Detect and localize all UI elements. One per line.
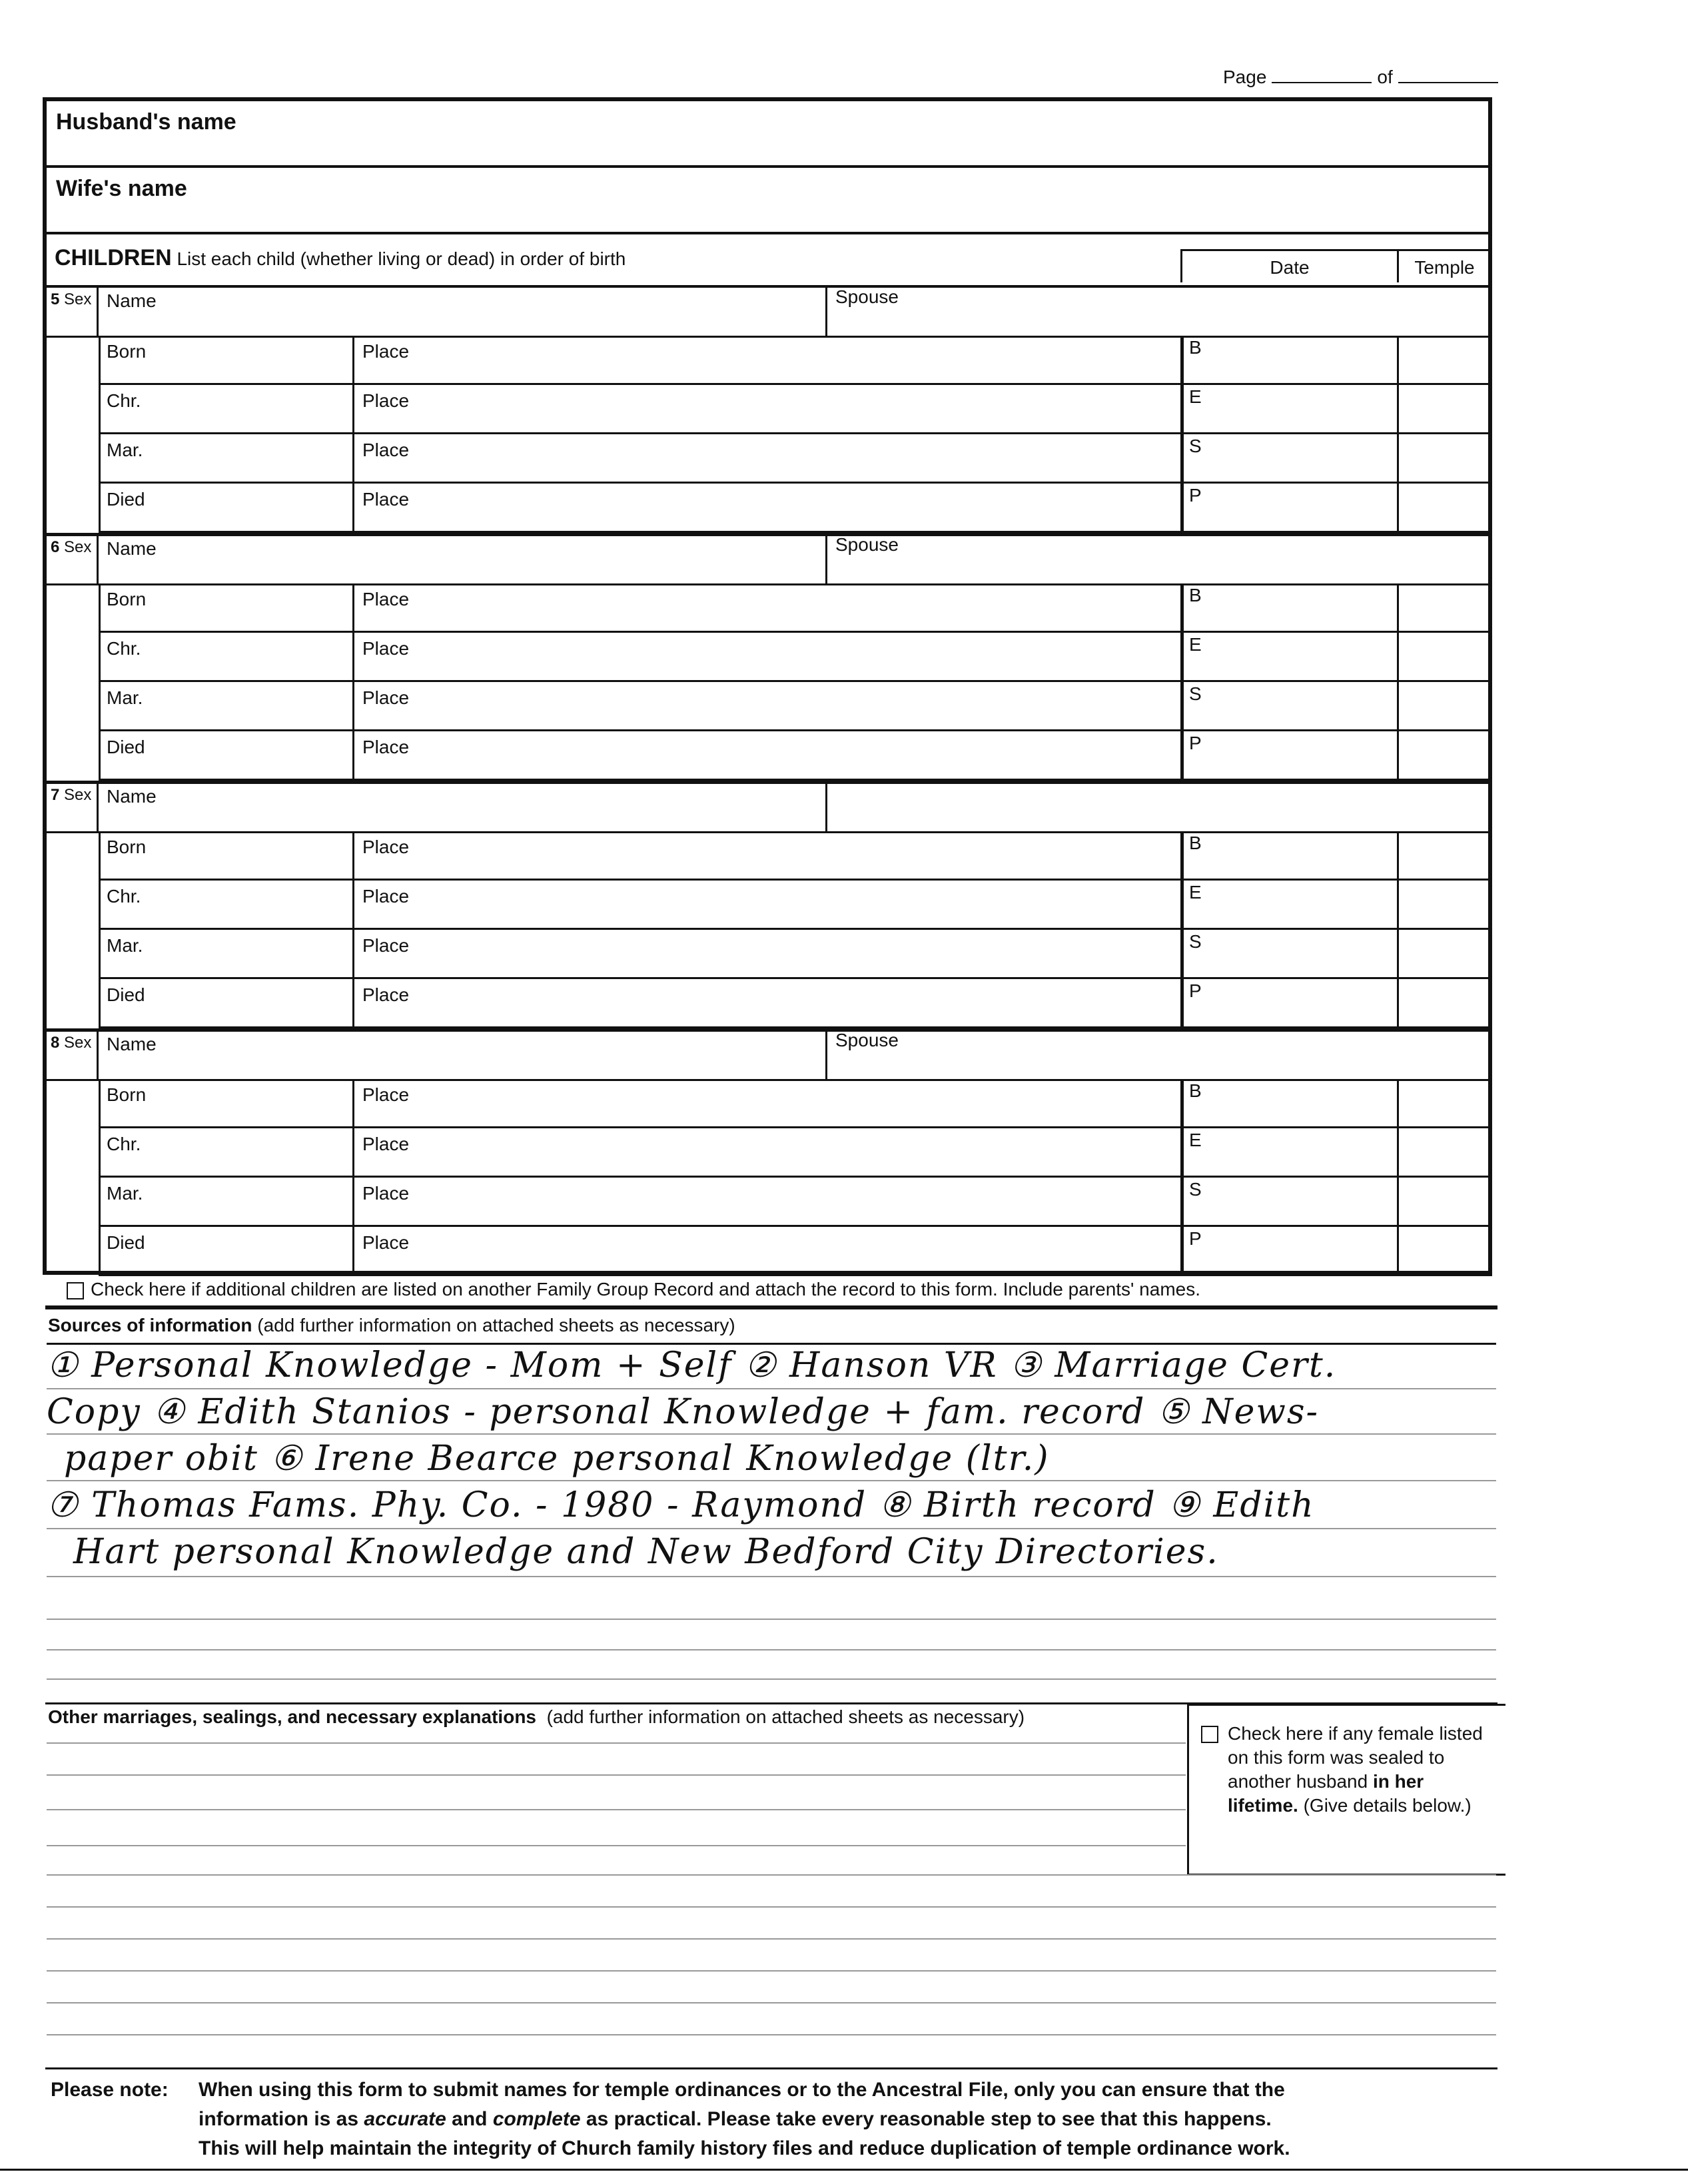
child-spouse-field[interactable] (827, 533, 1492, 583)
wife-name-label: Wife's name (56, 176, 187, 201)
event-label: Mar. (107, 935, 143, 956)
ordinance-label: P (1189, 485, 1202, 506)
source-line-4: ⑦ Thomas Fams. Phy. Co. - 1980 - Raymond ⑧ Birth record ⑨ Edith (47, 1485, 1315, 1525)
page-label: Page (1223, 67, 1267, 87)
child-place-field[interactable] (354, 1178, 1180, 1227)
ordinance-temple-field[interactable] (1399, 881, 1492, 930)
child-sex-cell[interactable] (47, 1028, 99, 1079)
ordinance-temple-field[interactable] (1399, 731, 1492, 781)
child-number-label: 7 Sex (51, 786, 92, 804)
child-place-field[interactable] (354, 633, 1180, 682)
child-spouse-label: Spouse (835, 534, 899, 555)
place-label: Place (362, 1084, 410, 1105)
child-place-field[interactable] (354, 1079, 1180, 1128)
note-line-3: This will help maintain the integrity of Church family history files and reduce duplication of temple ordinance work. (199, 2137, 1290, 2159)
ordinance-date-field[interactable] (1180, 1178, 1399, 1227)
event-label: Chr. (107, 1134, 141, 1154)
note-line-2a: information is as (199, 2108, 359, 2130)
child-name-label: Name (107, 538, 157, 559)
writing-line (47, 1938, 1496, 1940)
event-label: Died (107, 489, 145, 510)
sources-header (48, 1315, 735, 1336)
sources-subtitle: (add further information on attached sheets as necessary) (257, 1315, 735, 1335)
event-label: Died (107, 737, 145, 757)
ordinance-date-field[interactable] (1180, 633, 1399, 682)
please-note-lead: Please note: (51, 2079, 169, 2101)
sealed-check-box[interactable] (1187, 1704, 1505, 1876)
husband-name-label: Husband's name (56, 109, 236, 135)
note-line-2b: and (452, 2108, 488, 2130)
event-label: Born (107, 1084, 147, 1105)
ordinance-date-field[interactable] (1180, 831, 1399, 881)
child-event-field[interactable] (99, 484, 354, 533)
note-divider (45, 2067, 1497, 2069)
child-name-field[interactable] (99, 1028, 827, 1079)
sealed-text-2: on this form was sealed to (1228, 1747, 1445, 1768)
source-line-3: paper obit ⑥ Irene Bearce personal Knowledge (ltr.) (64, 1439, 1050, 1479)
child-number-label: 5 Sex (51, 290, 92, 308)
writing-line (47, 1576, 1496, 1577)
child-spouse-label: Spouse (835, 1030, 899, 1050)
child-event-field[interactable] (99, 930, 354, 979)
child-place-field[interactable] (354, 731, 1180, 781)
child-place-field[interactable] (354, 831, 1180, 881)
ordinance-temple-field[interactable] (1399, 633, 1492, 682)
child-block-8 (47, 1028, 1488, 1276)
child-spouse-field[interactable] (827, 781, 1492, 831)
ordinance-date-field[interactable] (1180, 930, 1399, 979)
place-label: Place (362, 1232, 410, 1253)
ordinance-label: E (1189, 1130, 1202, 1150)
additional-children-checkbox[interactable] (67, 1282, 84, 1299)
event-label: Born (107, 341, 147, 362)
note-accurate: accurate (364, 2108, 446, 2130)
note-line-2 (199, 2105, 1464, 2134)
writing-line (47, 1845, 1186, 1846)
child-place-field[interactable] (354, 336, 1180, 385)
ordinance-date-field[interactable] (1180, 881, 1399, 930)
event-label: Chr. (107, 638, 141, 659)
child-place-field[interactable] (354, 385, 1180, 434)
event-label: Died (107, 1232, 145, 1253)
sources-title: Sources of information (48, 1315, 252, 1335)
writing-line (47, 1742, 1186, 1744)
writing-line (47, 2002, 1496, 2003)
ordinance-label: E (1189, 882, 1202, 903)
writing-line (47, 1619, 1496, 1620)
children-subtitle: List each child (whether living or dead) in order of birth (177, 248, 626, 269)
sealed-checkbox[interactable] (1201, 1726, 1218, 1743)
ordinance-label: B (1189, 833, 1202, 853)
child-spouse-field[interactable] (827, 1028, 1492, 1079)
writing-line (47, 1433, 1496, 1435)
place-label: Place (362, 886, 410, 907)
sources-rule (47, 1343, 1496, 1345)
children-title-text: CHILDREN (55, 245, 172, 270)
ordinance-temple-field[interactable] (1399, 979, 1492, 1028)
children-header (47, 234, 1488, 285)
ordinance-label: B (1189, 1080, 1202, 1101)
sealed-text-1: Check here if any female listed (1228, 1723, 1483, 1744)
of-label: of (1377, 67, 1393, 87)
sealed-check[interactable] (1201, 1722, 1495, 1818)
other-subtitle: (add further information on attached sheets as necessary) (546, 1706, 1025, 1727)
please-note-body (199, 2075, 1464, 2163)
ordinance-label: E (1189, 634, 1202, 655)
place-label: Place (362, 737, 410, 757)
event-label: Born (107, 589, 147, 609)
source-line-1: ① Personal Knowledge - Mom + Self ② Hanson VR ③ Marriage Cert. (47, 1345, 1337, 1385)
ordinance-date-field[interactable] (1180, 434, 1399, 484)
child-event-field[interactable] (99, 881, 354, 930)
event-label: Mar. (107, 687, 143, 708)
writing-line (47, 2034, 1496, 2035)
child-place-field[interactable] (354, 979, 1180, 1028)
ordinance-temple-field[interactable] (1399, 583, 1492, 633)
sealed-text-bold-2: lifetime. (1228, 1795, 1298, 1816)
ordinance-date-field[interactable] (1180, 979, 1399, 1028)
child-event-field[interactable] (99, 1178, 354, 1227)
child-place-field[interactable] (354, 1128, 1180, 1178)
child-event-field[interactable] (99, 633, 354, 682)
place-label: Place (362, 390, 410, 411)
ordinance-temple-field[interactable] (1399, 1079, 1492, 1128)
child-name-label: Name (107, 290, 157, 311)
place-label: Place (362, 935, 410, 956)
ordinance-label: P (1189, 733, 1202, 753)
ordinance-label: P (1189, 1228, 1202, 1249)
note-complete: complete (492, 2108, 581, 2130)
place-label: Place (362, 341, 410, 362)
ordinance-temple-field[interactable] (1399, 1227, 1492, 1276)
ordinance-date-field[interactable] (1180, 731, 1399, 781)
child-block-6 (47, 533, 1488, 781)
husband-row[interactable] (47, 101, 1488, 168)
bottom-rule (0, 2169, 1688, 2171)
child-event-field[interactable] (99, 1079, 354, 1128)
writing-line (47, 1774, 1186, 1776)
child-block-5 (47, 285, 1488, 533)
ordinance-label: P (1189, 980, 1202, 1001)
child-name-field[interactable] (99, 285, 827, 336)
child-place-field[interactable] (354, 682, 1180, 731)
ordinance-label: S (1189, 683, 1202, 704)
note-line-1: When using this form to submit names for temple ordinances or to the Ancestral File, only you can ensure that the (199, 2079, 1285, 2101)
place-label: Place (362, 687, 410, 708)
child-name-field[interactable] (99, 533, 827, 583)
child-place-field[interactable] (354, 484, 1180, 533)
writing-line (47, 1678, 1496, 1680)
child-event-field[interactable] (99, 336, 354, 385)
ordinance-date-field[interactable] (1180, 385, 1399, 434)
sealed-text-bold-1: in her (1372, 1771, 1424, 1792)
additional-children-check[interactable] (67, 1279, 1200, 1300)
ordinance-date-field[interactable] (1180, 336, 1399, 385)
date-column-header: Date (1180, 249, 1399, 282)
place-label: Place (362, 440, 410, 460)
ordinance-temple-field[interactable] (1399, 682, 1492, 731)
child-number-label: 6 Sex (51, 538, 92, 556)
child-name-label: Name (107, 1034, 157, 1054)
temple-column-header: Temple (1399, 249, 1492, 282)
event-label: Died (107, 984, 145, 1005)
place-label: Place (362, 489, 410, 510)
writing-line (47, 1970, 1496, 1972)
place-label: Place (362, 984, 410, 1005)
writing-line (47, 1528, 1496, 1529)
place-label: Place (362, 638, 410, 659)
page-indicator (1223, 67, 1503, 88)
other-title: Other marriages, sealings, and necessary explanations (48, 1706, 536, 1727)
ordinance-temple-field[interactable] (1399, 930, 1492, 979)
child-name-label: Name (107, 786, 157, 807)
child-place-field[interactable] (354, 930, 1180, 979)
event-label: Mar. (107, 440, 143, 460)
source-line-5: Hart personal Knowledge and New Bedford City Directories. (73, 1532, 1219, 1572)
child-event-field[interactable] (99, 1227, 354, 1276)
ordinance-label: B (1189, 585, 1202, 605)
child-place-field[interactable] (354, 434, 1180, 484)
ordinance-date-field[interactable] (1180, 1128, 1399, 1178)
child-spouse-label: Spouse (835, 286, 899, 307)
child-sex-cell[interactable] (47, 533, 99, 583)
child-block-7 (47, 781, 1488, 1028)
child-sex-cell[interactable] (47, 781, 99, 831)
ordinance-temple-field[interactable] (1399, 385, 1492, 434)
ordinance-label: S (1189, 931, 1202, 952)
writing-line (47, 1649, 1496, 1650)
additional-children-text: Check here if additional children are listed on another Family Group Record and attach the record to this form. Include parents' names. (91, 1279, 1200, 1299)
writing-line (47, 1480, 1496, 1481)
event-label: Chr. (107, 886, 141, 907)
child-sex-cell[interactable] (47, 285, 99, 336)
ordinance-date-field[interactable] (1180, 484, 1399, 533)
writing-line (47, 1388, 1496, 1389)
note-line-2c: as practical. Please take every reasonable step to see that this happens. (586, 2108, 1272, 2130)
ordinance-label: S (1189, 436, 1202, 456)
ordinance-date-field[interactable] (1180, 1079, 1399, 1128)
child-name-field[interactable] (99, 781, 827, 831)
child-event-field[interactable] (99, 731, 354, 781)
child-event-field[interactable] (99, 583, 354, 633)
wife-row[interactable] (47, 168, 1488, 234)
child-event-field[interactable] (99, 979, 354, 1028)
ordinance-temple-field[interactable] (1399, 336, 1492, 385)
child-event-field[interactable] (99, 1128, 354, 1178)
child-event-field[interactable] (99, 682, 354, 731)
place-label: Place (362, 1134, 410, 1154)
sealed-text-4: (Give details below.) (1303, 1795, 1472, 1816)
child-number-label: 8 Sex (51, 1034, 92, 1052)
writing-line (47, 1906, 1496, 1908)
ordinance-date-field[interactable] (1180, 583, 1399, 633)
ordinance-label: E (1189, 386, 1202, 407)
child-spouse-field[interactable] (827, 285, 1492, 336)
child-event-field[interactable] (99, 434, 354, 484)
page-total-blank[interactable] (1398, 82, 1498, 83)
child-place-field[interactable] (354, 1227, 1180, 1276)
other-header (48, 1706, 1025, 1728)
place-label: Place (362, 837, 410, 857)
ordinance-label: B (1189, 337, 1202, 358)
ordinance-date-field[interactable] (1180, 682, 1399, 731)
place-label: Place (362, 589, 410, 609)
sealed-text-3: another husband (1228, 1771, 1368, 1792)
ordinance-temple-field[interactable] (1399, 831, 1492, 881)
child-place-field[interactable] (354, 881, 1180, 930)
source-line-2: Copy ④ Edith Stanios - personal Knowledge + fam. record ⑤ News- (47, 1392, 1320, 1432)
ordinance-temple-field[interactable] (1399, 434, 1492, 484)
family-record-frame (43, 97, 1492, 1275)
place-label: Place (362, 1183, 410, 1204)
ordinance-label: S (1189, 1179, 1202, 1200)
writing-line (47, 1874, 1496, 1876)
child-event-field[interactable] (99, 831, 354, 881)
divider (45, 1305, 1497, 1309)
writing-line (47, 1809, 1186, 1810)
ordinance-date-field[interactable] (1180, 1227, 1399, 1276)
ordinance-temple-field[interactable] (1399, 1128, 1492, 1178)
ordinance-temple-field[interactable] (1399, 484, 1492, 533)
page-number-blank[interactable] (1272, 82, 1372, 83)
child-event-field[interactable] (99, 385, 354, 434)
child-place-field[interactable] (354, 583, 1180, 633)
children-title (55, 245, 626, 271)
ordinance-temple-field[interactable] (1399, 1178, 1492, 1227)
event-label: Mar. (107, 1183, 143, 1204)
event-label: Chr. (107, 390, 141, 411)
event-label: Born (107, 837, 147, 857)
